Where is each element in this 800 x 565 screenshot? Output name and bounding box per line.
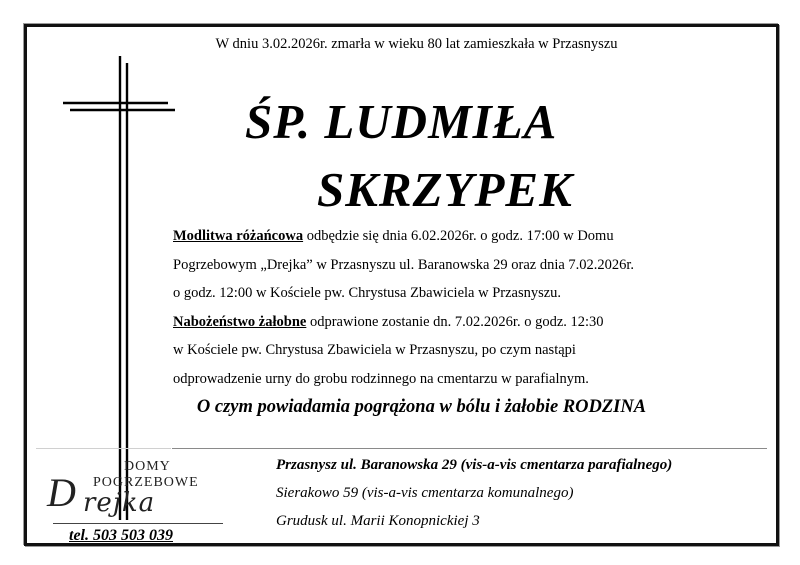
family-closing-line: O czym powiadamia pogrążona w bólu i żałobie RODZINA (196, 397, 647, 417)
deceased-name-first: ŚP. LUDMIŁA (245, 94, 558, 149)
rosary-line-1: Modlitwa różańcowa odbędzie się dnia 6.02.2026r. o godz. 17:00 w Domu (173, 228, 614, 244)
rosary-line-2: Pogrzebowym „Drejka” w Przasnyszu ul. Baranowska 29 oraz dnia 7.02.2026r. (173, 256, 635, 273)
ceremony-details (173, 222, 733, 393)
funeral-line-1: Nabożeństwo żałobne odprawione zostanie dn. 7.02.2026r. o godz. 12:30 (173, 313, 604, 330)
footer-divider-left (36, 448, 171, 449)
rosary-heading: Modlitwa różańcowa (173, 228, 304, 244)
funeral-home-logo (39, 455, 229, 545)
phone-number: tel. 503 503 039 (69, 527, 173, 544)
funeral-home-addresses (276, 451, 672, 535)
funeral-line-3: odprowadzenie urny do grobu rodzinnego na cmentarzu w parafialnym. (173, 370, 589, 387)
funeral-line-2: w Kościele pw. Chrystusa Zbawiciela w Przasnyszu, po czym nastąpi (173, 342, 576, 358)
logo-d-monogram-icon: D (47, 470, 76, 515)
obituary-notice (24, 24, 779, 546)
deceased-name-last: SKRZYPEK (317, 162, 573, 217)
death-announcement-line: W dniu 3.02.2026r. zmarła w wieku 80 lat zamieszkała w Przasnyszu (215, 36, 618, 52)
logo-brand-name: rejka (83, 488, 156, 518)
address-sierakowo: Sierakowo 59 (vis-a-vis cmentarza komunalnego) (276, 485, 574, 501)
footer-divider-right (172, 448, 767, 449)
address-przasnysz: Przasnysz ul. Baranowska 29 (vis-a-vis cmentarza parafialnego) (276, 457, 673, 473)
rosary-line-3: o godz. 12:00 w Kościele pw. Chrystusa Zbawiciela w Przasnyszu. (173, 285, 562, 301)
address-grudusk: Grudusk ul. Marii Konopnickiej 3 (276, 513, 480, 529)
logo-pogrzebowe: POGRZEBOWE (93, 475, 199, 490)
funeral-heading: Nabożeństwo żałobne (173, 313, 307, 330)
logo-domy: DOMY (124, 459, 171, 474)
logo-underline (53, 523, 223, 524)
